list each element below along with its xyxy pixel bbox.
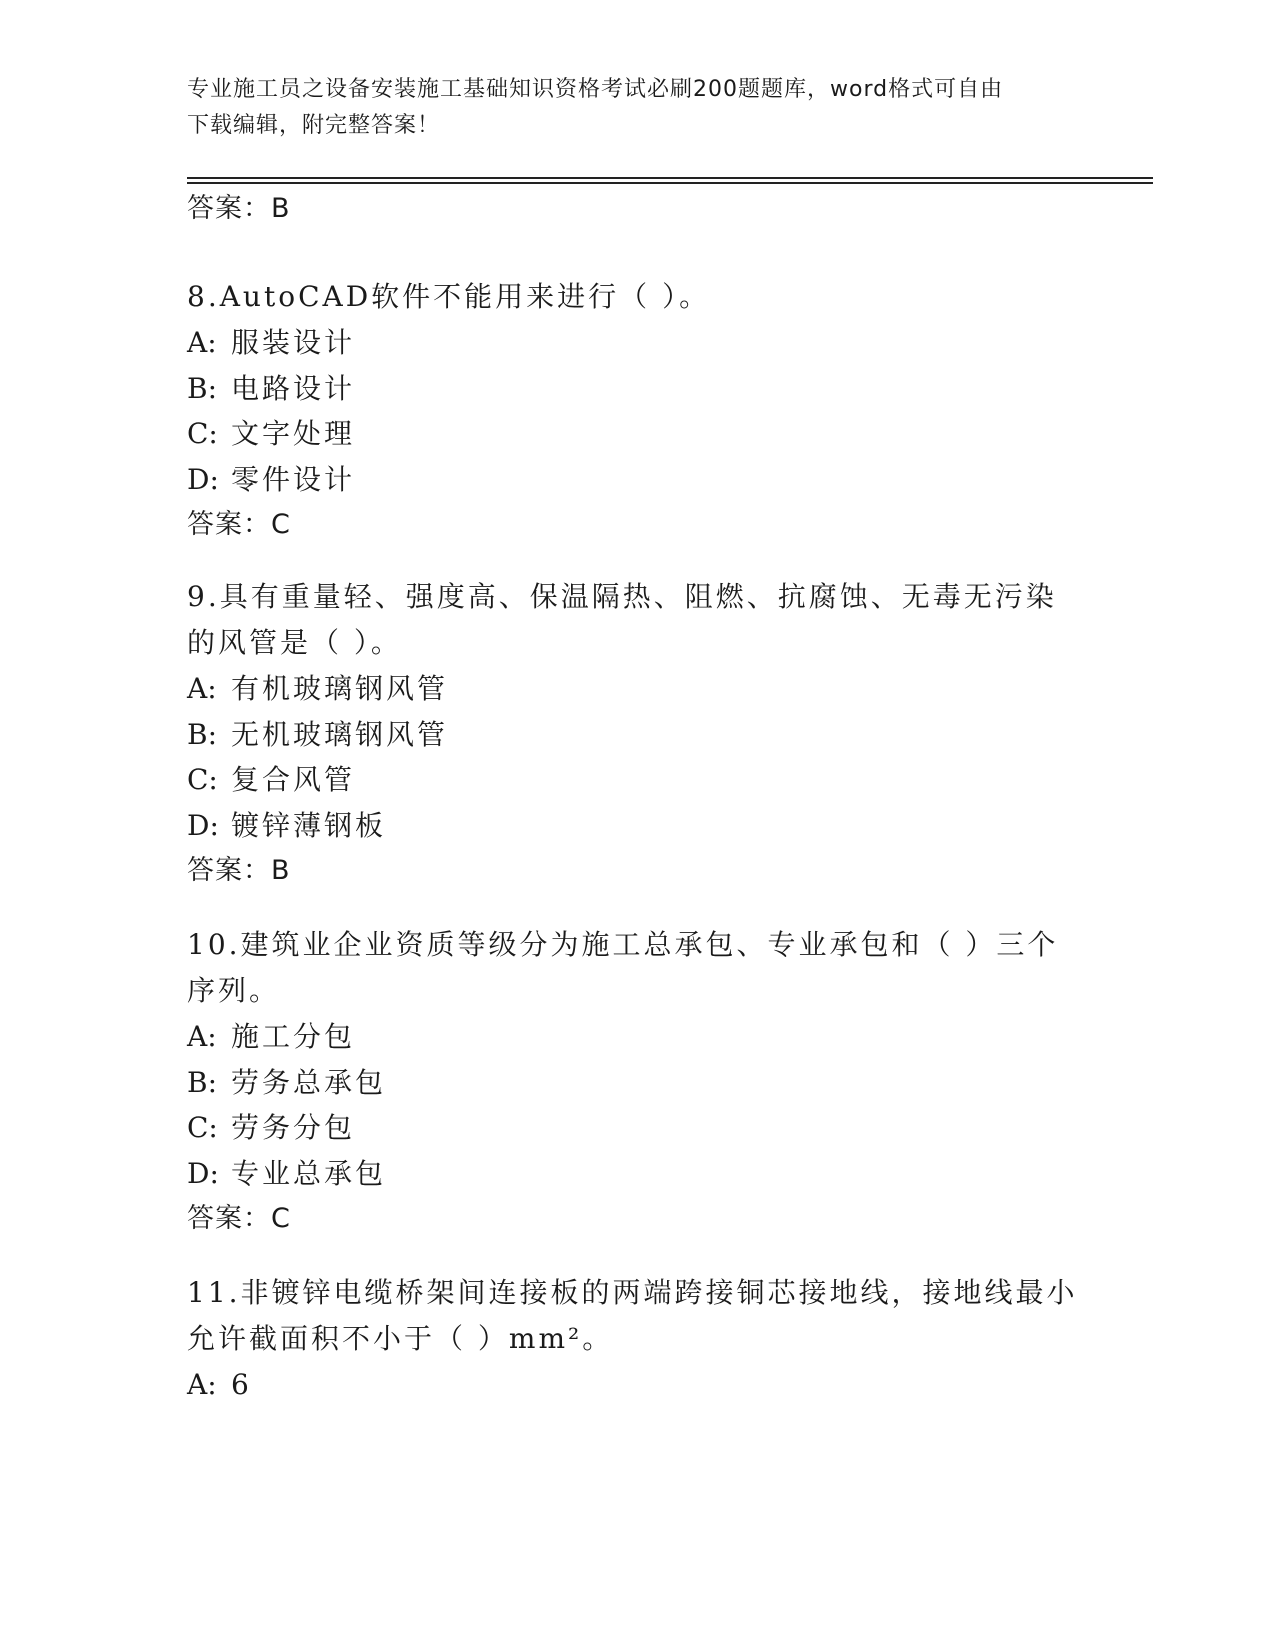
header-line-1: 专业施工员之设备安装施工基础知识资格考试必刷200题题库，word格式可自由 — [187, 77, 1004, 102]
header-rule-top — [187, 177, 1153, 179]
option-letter: B: — [187, 717, 218, 751]
question-text: 11.非镀锌电缆桥架间连接板的两端跨接铜芯接地线，接地线最小允许截面积不小于（ ）mm²。 — [187, 1276, 1078, 1355]
option-letter: A: — [187, 1368, 217, 1401]
question-block-10 — [187, 922, 1087, 1242]
option-letter: B: — [187, 371, 218, 405]
option-text: 专业总承包 — [231, 1156, 387, 1190]
option-text: 复合风管 — [231, 763, 356, 796]
question-text: 10.建筑业企业资质等级分为施工总承包、专业承包和（ ）三个序列。 — [187, 928, 1059, 1007]
option-text: 服装设计 — [231, 326, 356, 359]
option-text: 镀锌薄钢板 — [231, 808, 387, 842]
question-block-11 — [187, 1270, 1087, 1408]
option-text: 劳务分包 — [231, 1111, 356, 1144]
option-letter: A: — [187, 326, 217, 359]
question-text: 8.AutoCAD软件不能用来进行（ ）。 — [187, 280, 711, 313]
question-block-9 — [187, 574, 1087, 894]
option-c — [187, 411, 1087, 457]
option-letter: C: — [187, 763, 218, 796]
document-header — [187, 72, 1067, 144]
option-b — [187, 712, 1087, 758]
option-letter: C: — [187, 1111, 218, 1144]
answer-line: 答案：B — [187, 855, 291, 886]
option-a — [187, 666, 1087, 712]
option-letter: D: — [187, 462, 219, 496]
option-b — [187, 366, 1087, 412]
option-letter: A: — [187, 1020, 217, 1053]
answer-line: 答案：C — [187, 509, 291, 540]
option-letter: D: — [187, 1156, 219, 1190]
option-a — [187, 1362, 1087, 1408]
option-text: 有机玻璃钢风管 — [231, 672, 449, 705]
option-text: 6 — [231, 1368, 252, 1401]
option-a — [187, 320, 1087, 366]
option-b — [187, 1060, 1087, 1106]
option-d — [187, 457, 1087, 503]
option-d — [187, 803, 1087, 849]
option-letter: B: — [187, 1065, 218, 1099]
option-letter: A: — [187, 672, 217, 705]
header-rule-bottom — [187, 182, 1153, 184]
option-text: 文字处理 — [231, 417, 356, 450]
option-letter: D: — [187, 808, 219, 842]
question-block-8 — [187, 274, 1087, 548]
option-letter: C: — [187, 417, 218, 450]
option-c — [187, 757, 1087, 803]
header-line-2: 下载编辑，附完整答案！ — [187, 113, 441, 138]
option-a — [187, 1014, 1087, 1060]
question-text: 9.具有重量轻、强度高、保温隔热、阻燃、抗腐蚀、无毒无污染的风管是（ ）。 — [187, 580, 1057, 659]
option-d — [187, 1151, 1087, 1197]
top-answer-block — [187, 186, 1087, 232]
option-text: 劳务总承包 — [231, 1065, 387, 1099]
option-text: 施工分包 — [231, 1020, 356, 1053]
option-text: 无机玻璃钢风管 — [231, 717, 449, 751]
option-c — [187, 1105, 1087, 1151]
option-text: 零件设计 — [231, 462, 356, 496]
option-text: 电路设计 — [231, 371, 356, 405]
answer-line: 答案：B — [187, 193, 291, 224]
answer-line: 答案：C — [187, 1203, 291, 1234]
